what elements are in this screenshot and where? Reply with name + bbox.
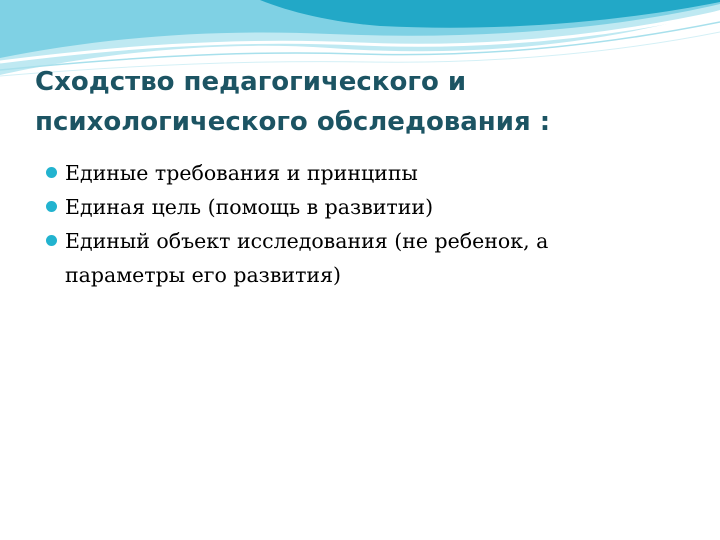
list-item (44, 190, 664, 224)
slide-title: Сходство педагогического и психологического обследования : (35, 67, 551, 137)
bullet-text: Единые требования и принципы (65, 161, 418, 185)
bullet-text: Единая цель (помощь в развитии) (65, 195, 434, 219)
list-item (44, 156, 664, 190)
bullet-icon (46, 235, 57, 246)
bullet-icon (46, 201, 57, 212)
list-item (44, 224, 664, 292)
bullet-text: Единый объект исследования (не ребенок, а параметры его развития) (65, 229, 549, 287)
bullet-list (44, 156, 664, 292)
bullet-icon (46, 167, 57, 178)
